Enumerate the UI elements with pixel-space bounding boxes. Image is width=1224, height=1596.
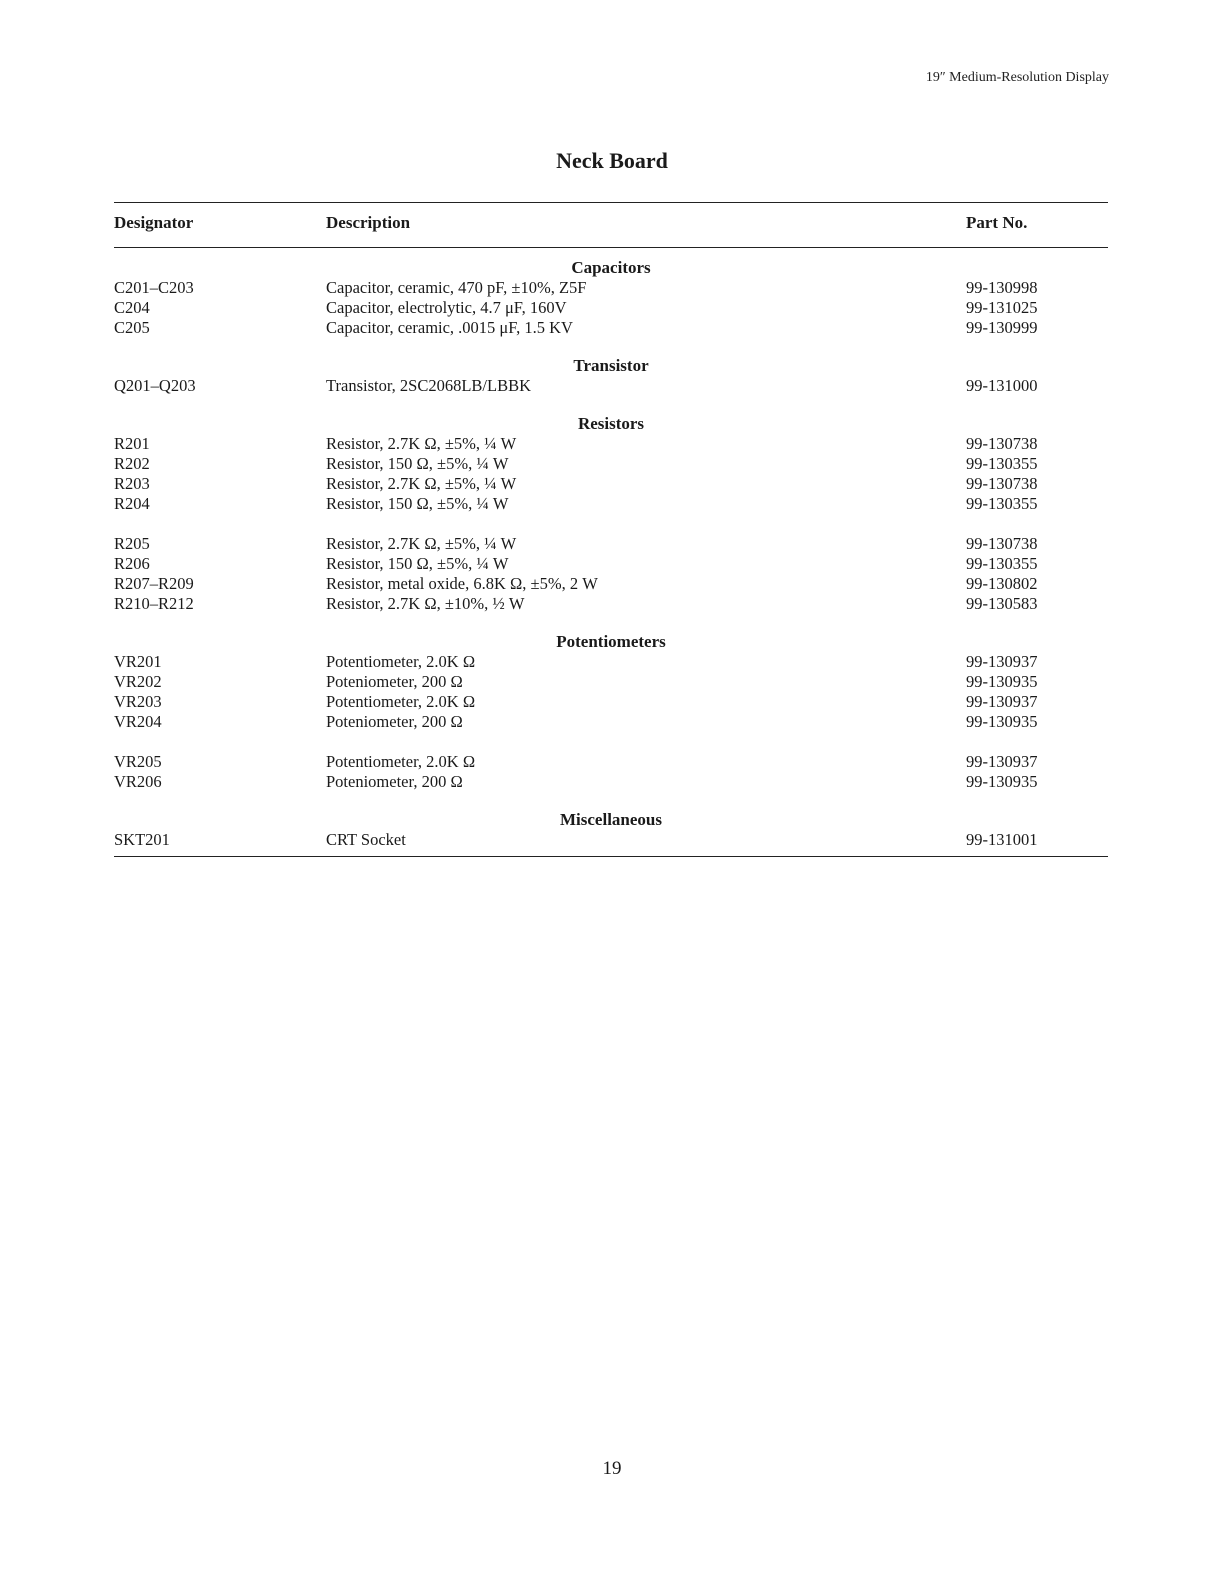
table-row — [114, 534, 1108, 554]
designator-cell: C204 — [114, 298, 150, 317]
row-group — [114, 830, 1108, 850]
part-number-cell: 99-131001 — [966, 830, 1038, 849]
table-row — [114, 574, 1108, 594]
column-header-designator: Designator — [114, 213, 194, 232]
table-row — [114, 752, 1108, 772]
parts-section — [114, 356, 1108, 396]
table-row — [114, 672, 1108, 692]
table-bottom-rule — [114, 856, 1108, 857]
section-title: Potentiometers — [556, 632, 666, 651]
table-row — [114, 474, 1108, 494]
designator-cell: VR201 — [114, 652, 162, 671]
running-header: 19″ Medium-Resolution Display — [925, 70, 1109, 85]
row-group — [114, 752, 1108, 792]
table-row — [114, 278, 1108, 298]
section-title: Miscellaneous — [560, 810, 662, 829]
description-cell: Potentiometer, 2.0K Ω — [326, 652, 476, 671]
table-row — [114, 318, 1108, 338]
column-header-part-no: Part No. — [966, 213, 1028, 232]
description-cell: Potentiometer, 2.0K Ω — [326, 752, 476, 771]
description-cell: Capacitor, electrolytic, 4.7 μF, 160V — [326, 298, 567, 317]
designator-cell: R210–R212 — [114, 594, 194, 613]
column-header-description: Description — [326, 213, 411, 232]
table-row — [114, 298, 1108, 318]
designator-cell: VR205 — [114, 752, 162, 771]
page-title: Neck Board — [556, 148, 668, 173]
parts-section — [114, 632, 1108, 792]
part-number-cell: 99-130935 — [966, 712, 1038, 731]
parts-section — [114, 810, 1108, 850]
part-number-cell: 99-130937 — [966, 652, 1038, 671]
table-row — [114, 494, 1108, 514]
description-cell: Capacitor, ceramic, 470 pF, ±10%, Z5F — [326, 278, 587, 297]
section-title: Transistor — [573, 356, 649, 375]
part-number-cell: 99-130935 — [966, 772, 1038, 791]
description-cell: Poteniometer, 200 Ω — [326, 772, 463, 791]
description-cell: CRT Socket — [326, 830, 406, 849]
table-row — [114, 772, 1108, 792]
description-cell: Resistor, 2.7K Ω, ±5%, ¼ W — [326, 534, 517, 553]
part-number-cell: 99-130583 — [966, 594, 1038, 613]
designator-cell: Q201–Q203 — [114, 376, 196, 395]
designator-cell: C201–C203 — [114, 278, 194, 297]
description-cell: Capacitor, ceramic, .0015 μF, 1.5 KV — [326, 318, 573, 337]
row-group — [114, 278, 1108, 338]
table-row — [114, 454, 1108, 474]
row-group — [114, 534, 1108, 614]
designator-cell: R202 — [114, 454, 150, 473]
table-row — [114, 830, 1108, 850]
description-cell: Resistor, 150 Ω, ±5%, ¼ W — [326, 554, 509, 573]
designator-cell: R206 — [114, 554, 150, 573]
designator-cell: SKT201 — [114, 830, 170, 849]
table-row — [114, 712, 1108, 732]
description-cell: Resistor, 150 Ω, ±5%, ¼ W — [326, 454, 509, 473]
parts-table — [114, 202, 1108, 857]
row-group — [114, 434, 1108, 514]
description-cell: Resistor, 2.7K Ω, ±10%, ½ W — [326, 594, 525, 613]
designator-cell: R203 — [114, 474, 150, 493]
parts-section — [114, 258, 1108, 338]
description-cell: Resistor, metal oxide, 6.8K Ω, ±5%, 2 W — [326, 574, 598, 593]
part-number-cell: 99-130998 — [966, 278, 1038, 297]
designator-cell: VR202 — [114, 672, 162, 691]
table-row — [114, 652, 1108, 672]
designator-cell: VR203 — [114, 692, 162, 711]
part-number-cell: 99-130802 — [966, 574, 1038, 593]
table-row — [114, 434, 1108, 454]
description-cell: Resistor, 2.7K Ω, ±5%, ¼ W — [326, 474, 517, 493]
table-row — [114, 376, 1108, 396]
designator-cell: VR204 — [114, 712, 162, 731]
part-number-cell: 99-130355 — [966, 554, 1038, 573]
page-number: 19 — [602, 1458, 622, 1479]
part-number-cell: 99-130738 — [966, 534, 1038, 553]
part-number-cell: 99-131025 — [966, 298, 1038, 317]
part-number-cell: 99-130937 — [966, 692, 1038, 711]
table-body — [114, 248, 1108, 856]
part-number-cell: 99-130738 — [966, 434, 1038, 453]
section-title: Resistors — [577, 414, 645, 433]
designator-cell: R201 — [114, 434, 150, 453]
description-cell: Poteniometer, 200 Ω — [326, 712, 463, 731]
description-cell: Resistor, 150 Ω, ±5%, ¼ W — [326, 494, 509, 513]
designator-cell: R205 — [114, 534, 150, 553]
section-title: Capacitors — [571, 258, 651, 277]
designator-cell: C205 — [114, 318, 150, 337]
description-cell: Poteniometer, 200 Ω — [326, 672, 463, 691]
designator-cell: R204 — [114, 494, 150, 513]
row-group — [114, 652, 1108, 732]
designator-cell: R207–R209 — [114, 574, 194, 593]
part-number-cell: 99-130355 — [966, 454, 1038, 473]
part-number-cell: 99-130999 — [966, 318, 1038, 337]
designator-cell: VR206 — [114, 772, 162, 791]
part-number-cell: 99-130738 — [966, 474, 1038, 493]
table-row — [114, 594, 1108, 614]
part-number-cell: 99-131000 — [966, 376, 1038, 395]
table-row — [114, 692, 1108, 712]
description-cell: Resistor, 2.7K Ω, ±5%, ¼ W — [326, 434, 517, 453]
table-row — [114, 554, 1108, 574]
row-group — [114, 376, 1108, 396]
part-number-cell: 99-130935 — [966, 672, 1038, 691]
parts-section — [114, 414, 1108, 614]
description-cell: Potentiometer, 2.0K Ω — [326, 692, 476, 711]
description-cell: Transistor, 2SC2068LB/LBBK — [326, 376, 532, 395]
part-number-cell: 99-130355 — [966, 494, 1038, 513]
part-number-cell: 99-130937 — [966, 752, 1038, 771]
table-header-row — [114, 203, 1108, 247]
